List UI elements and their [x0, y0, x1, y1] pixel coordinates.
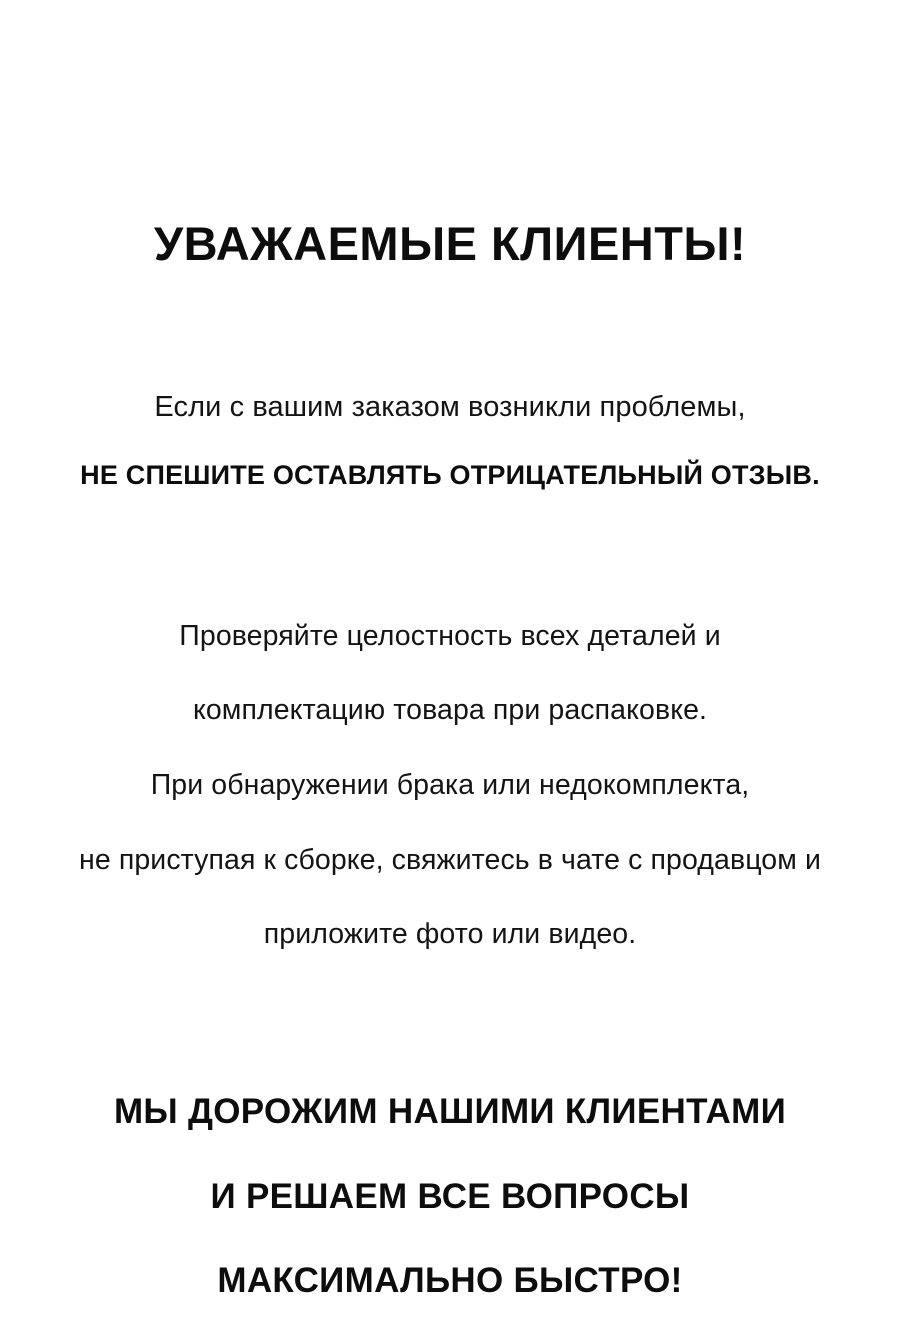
intro-warning: НЕ СПЕШИТЕ ОСТАВЛЯТЬ ОТРИЦАТЕЛЬНЫЙ ОТЗЫВ.: [80, 460, 820, 491]
closing-line: МАКСИМАЛЬНО БЫСТРО!: [217, 1261, 683, 1301]
instruction-line: Проверяйте целостность всех деталей и: [179, 619, 721, 652]
instruction-line: приложите фото или видео.: [263, 918, 637, 951]
intro-line-1: Если с вашим заказом возникли проблемы,: [154, 391, 746, 424]
intro-block: [50, 358, 850, 522]
closing-block: [40, 1052, 860, 1341]
instructions-block: [20, 584, 880, 986]
instruction-line: не приступая к сборке, свяжитесь в чате с продавцом и: [79, 843, 821, 876]
instruction-line: При обнаружении брака или недокомплекта,: [150, 768, 750, 801]
closing-line: И РЕШАЕМ ВСЕ ВОПРОСЫ: [210, 1176, 690, 1216]
page-title: УВАЖАЕМЫЕ КЛИЕНТЫ!: [153, 217, 747, 270]
closing-line: МЫ ДОРОЖИМ НАШИМИ КЛИЕНТАМИ: [113, 1091, 787, 1131]
instruction-line: комплектацию товара при распаковке.: [192, 694, 708, 727]
